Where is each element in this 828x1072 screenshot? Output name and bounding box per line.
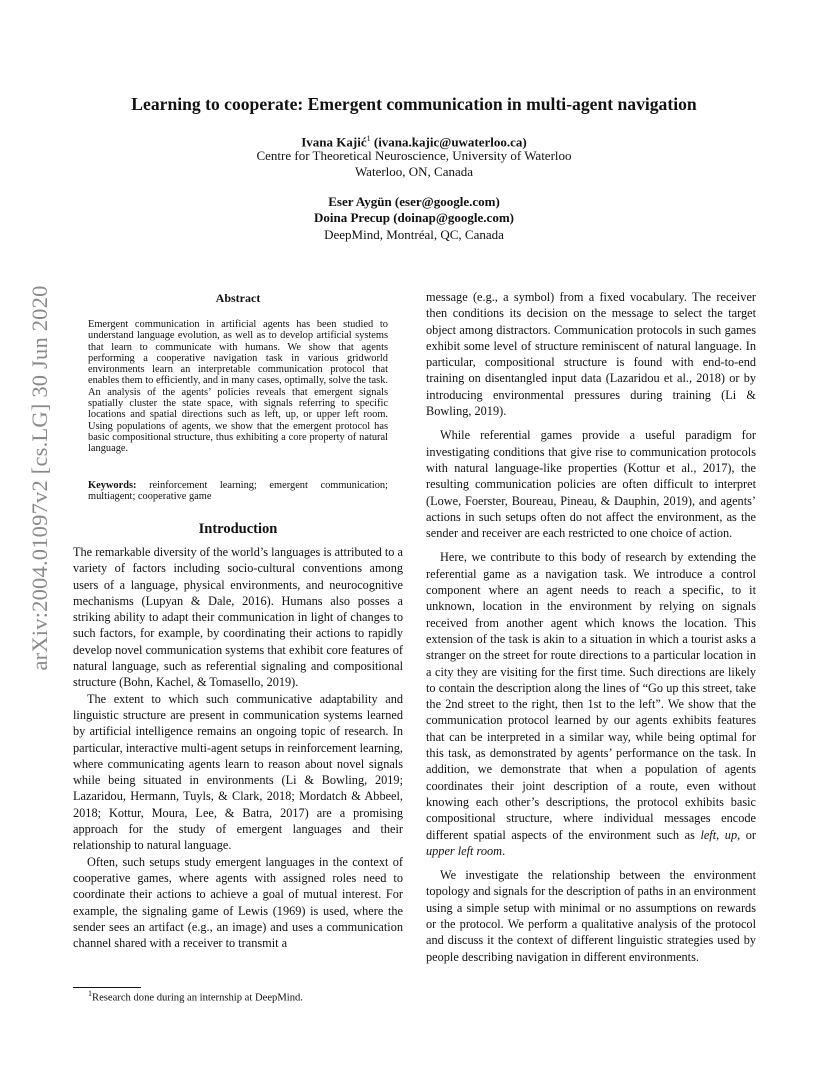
arxiv-sidebar [20, 285, 60, 680]
paper-title: Learning to cooperate: Emergent communication in multi-agent navigation [131, 94, 697, 114]
author-1-affiliation: Centre for Theoretical Neuroscience, University of Waterloo [256, 148, 572, 163]
intro-paragraph-3-continued: message (e.g., a symbol) from a fixed vocabulary. The receiver then conditions its decision on the message to select the target object among distractors. Communication protocols in such games exhibit some level of structure reminiscent of natural language. In particular, compositional structure is found with end-to-end training on disentangled input data (Lazaridou et al., 2018) or by introducing environmental pressures during training (Li & Bowling, 2019). [426, 290, 756, 419]
keywords-label: Keywords: [88, 480, 137, 491]
term-upper-left-room: upper left room [426, 843, 503, 858]
term-left: left [700, 827, 717, 842]
authors-2-3-affiliation: DeepMind, Montréal, QC, Canada [324, 227, 504, 242]
intro-paragraph-4: While referential games provide a useful paradigm for investigating conditions that give rise to communication protocols with natural language-like properties (Kottur et al., 2017), the resulting communication policies are often difficult to interpret (Lowe, Foerster, Boureau, Pineau, & Dauphin, 2019), and agents’ actions in such setups often do not affect the environment, as the sender and receiver are each restricted to one choice of action. [426, 428, 756, 541]
intro-paragraph-3: Often, such setups study emergent languages in the context of cooperative games, where agents with assigned roles need to coordinate their actions to achieve a goal of mutual interest. For example, the signaling game of Lewis (1969) is used, where the sender sees an artifact (e.g., an image) and uses a communication channel shared with a receiver to transmit a [73, 854, 403, 951]
keywords [88, 480, 388, 503]
author-3: Doina Precup (doinap@google.com) [314, 210, 514, 225]
author-1-email: (ivana.kajic@uwaterloo.ca) [370, 134, 527, 150]
intro-paragraph-5-text: Here, we contribute to this body of research by extending the referential game as a navigation task. We introduce a control component where an agent needs to reach a specific, to it unknown, location in the environment by relying on signals received from another agent which knows the location. This extension of the task is akin to a situation in which a tourist asks a stranger on the street for route directions to a particular location in a city they are visiting for the first time. Such directions are likely to contain the description along the lines of “Go up this street, take the 2nd street to the right, then 1st to the left”. We show that the communication protocol learned by our agents exhibits features that can be interpreted in a similar way, while being optimal for this task, as demonstrated by agents’ performance on the task. In addition, we demonstrate that when a population of agents coordinates their joint description of a route, even without knowing each other’s descriptions, the protocol exhibits basic compositional structure, where individual messages encode different spatial aspects of the environment such as [426, 550, 756, 842]
footnote-mark: 1 [88, 989, 92, 998]
intro-paragraph-5 [426, 549, 756, 859]
abstract-text: Emergent communication in artificial agents has been studied to understand language evolution, as well as to develop artificial systems that learn to communicate with humans. We show that agents performing a cooperative navigation task in various gridworld environments learn an interpretable communication protocol that enables them to efficiently, and in many cases, optimally, solve the task. An analysis of the agents’ policies reveals that emergent signals spatially cluster the state space, with signals referring to specific locations and spatial directions such as left, up, or upper left room. Using populations of agents, we show that the emergent protocol has basic compositional structure, thus exhibiting a core property of natural language. [88, 319, 388, 455]
author-1-footnote-mark: 1 [366, 134, 371, 143]
sep-1: , [716, 827, 725, 842]
author-2: Eser Aygün (eser@google.com) [328, 194, 500, 209]
keywords-text: reinforcement learning; emergent communication; multiagent; cooperative game [88, 480, 388, 503]
term-up: up [724, 827, 738, 842]
footnote [88, 989, 303, 1004]
right-column-body [426, 289, 756, 965]
left-column-body [73, 544, 403, 951]
author-1-location: Waterloo, ON, Canada [354, 164, 474, 179]
intro-paragraph-1: The remarkable diversity of the world’s languages is attributed to a variety of factors including socio-cultural conventions among users of a language, physical environments, and neurocognitive mechanisms (Lupyan & Dale, 2016). Humans also posses a striking ability to adapt their communication in light of changes to such factors, for example, by coordinating their actions to rapidly develop novel communication systems that exhibit core features of natural language, such as referential signaling and compositional structure (Bohn, Kachel, & Tomasello, 2019). [73, 545, 403, 690]
footnote-text: Research done during an internship at DeepMind. [92, 992, 303, 1004]
footnote-rule [73, 987, 141, 988]
intro-paragraph-6: We investigate the relationship between the environment topology and signals for the description of paths in an environment using a simple setup with minimal or no assumptions on rewards or the protocol. We perform a qualitative analysis of the protocol and discuss it the context of different linguistic strategies used by people describing navigation in different environments. [426, 868, 756, 964]
arxiv-identifier: arXiv:2004.01097v2 [cs.LG] 30 Jun 2020 [27, 285, 52, 671]
sep-3: . [502, 843, 506, 858]
introduction-heading: Introduction [198, 521, 278, 537]
abstract-heading: Abstract [215, 291, 261, 305]
intro-paragraph-2: The extent to which such communicative adaptability and linguistic structure are present in communication systems learned by artificial intelligence remains an ongoing topic of research. In particular, interactive multi-agent setups in reinforcement learning, where communicating agents learn to reason about novel signals while being situated in environments (Li & Bowling, 2019; Lazaridou, Hermann, Tuyls, & Clark, 2018; Mordatch & Abbeel, 2018; Kottur, Moura, Lee, & Batra, 2017) are a promising approach for the study of emergent languages and their relationship to natural language. [73, 691, 403, 853]
author-1-name: Ivana Kajić [301, 134, 367, 150]
sep-2: , or [737, 827, 756, 842]
